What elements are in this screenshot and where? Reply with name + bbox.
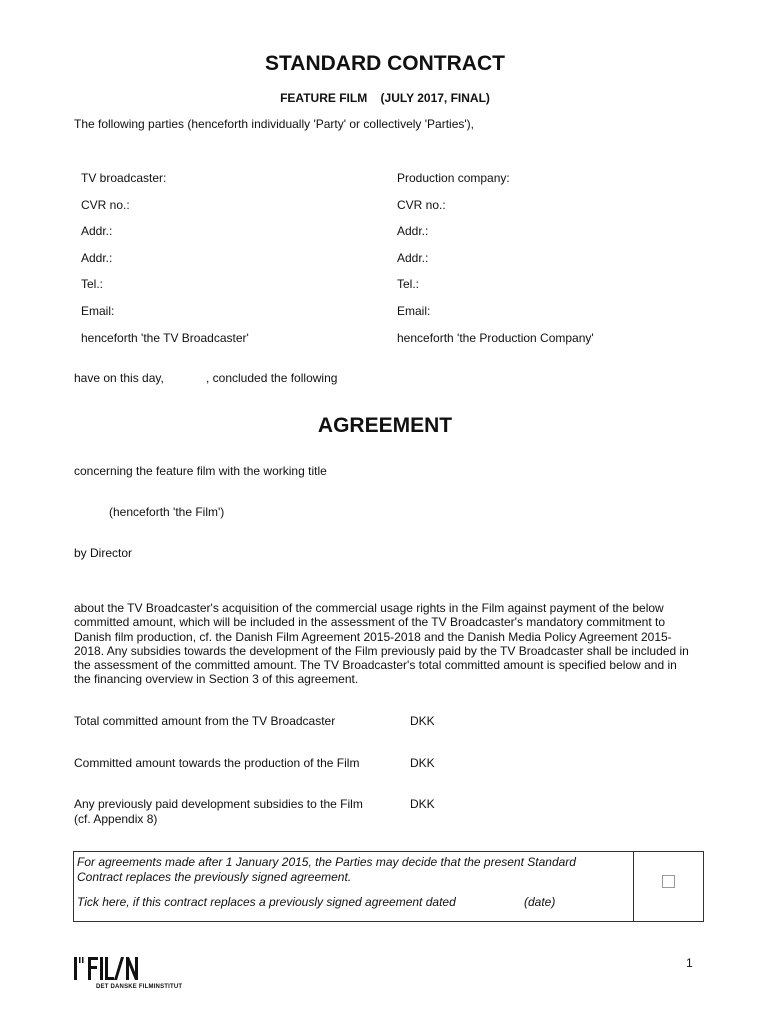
replacement-box-text: For agreements made after 1 January 2015, the Parties may decide that the present Standard Contract replaces the previously signed agreement. — [77, 855, 576, 884]
right-party-henceforth: henceforth 'the Production Company' — [397, 331, 594, 345]
right-party-addr2: Addr.: — [397, 251, 429, 265]
page-title: STANDARD CONTRACT — [265, 52, 505, 75]
left-party-addr1: Addr.: — [81, 224, 113, 238]
amount-currency-production: DKK — [410, 756, 435, 770]
dfi-logo-mark — [74, 956, 144, 982]
replacement-date-label: (date) — [524, 895, 556, 909]
by-director: by Director — [74, 546, 133, 560]
logo-subtitle: DET DANSKE FILMINSTITUT — [96, 984, 183, 990]
concerning-text: concerning the feature film with the working title — [74, 464, 327, 478]
amount-label-total: Total committed amount from the TV Broadcaster — [74, 714, 336, 728]
page-number: 1 — [686, 956, 693, 970]
agreement-heading: AGREEMENT — [317, 414, 453, 437]
left-party-henceforth: henceforth 'the TV Broadcaster' — [81, 331, 249, 345]
right-party-email: Email: — [397, 304, 431, 318]
box-divider — [633, 852, 634, 921]
amount-currency-development: DKK — [410, 797, 435, 811]
page-subtitle: FEATURE FILM (JULY 2017, FINAL) — [280, 91, 490, 105]
right-party-label: Production company: — [397, 171, 510, 185]
right-party-cvr: CVR no.: — [397, 198, 446, 212]
amount-label-production: Committed amount towards the production of the Film — [74, 756, 360, 770]
replacement-tick-text: Tick here, if this contract replaces a previously signed agreement dated — [77, 895, 456, 909]
concluded-prefix: have on this day, — [74, 371, 164, 385]
henceforth-film: (henceforth 'the Film') — [109, 505, 225, 519]
right-party-tel: Tel.: — [397, 277, 420, 291]
left-party-tel: Tel.: — [81, 277, 104, 291]
amount-label-development-note: (cf. Appendix 8) — [74, 812, 158, 826]
left-party-addr2: Addr.: — [81, 251, 113, 265]
replacement-box — [73, 851, 704, 922]
left-party-email: Email: — [81, 304, 115, 318]
left-party-label: TV broadcaster: — [81, 171, 167, 185]
agreement-paragraph: about the TV Broadcaster's acquisition of the commercial usage rights in the Film against payment of the below committed amount, which will be included in the assessment of the TV Broadcaster's mandatory commitment to Danish film production, cf. the Danish Film Agreement 2015-2018 and the Danish Media Policy Agreement 2015-2018. Any subsidies towards the development of the Film previously paid by the TV Broadcaster shall be included in the assessment of the committed amount. The TV Broadcaster's total committed amount is specified below and in the financing overview in Section 3 of this agreement. — [74, 601, 689, 687]
amount-currency-total: DKK — [410, 714, 435, 728]
left-party-cvr: CVR no.: — [81, 198, 130, 212]
right-party-addr1: Addr.: — [397, 224, 429, 238]
concluded-suffix: , concluded the following — [206, 371, 338, 385]
dfi-logo — [74, 956, 144, 987]
replace-agreement-checkbox[interactable] — [662, 875, 675, 888]
intro-text: The following parties (henceforth individually 'Party' or collectively 'Parties'), — [74, 117, 475, 131]
amount-label-development: Any previously paid development subsidies to the Film — [74, 797, 363, 811]
